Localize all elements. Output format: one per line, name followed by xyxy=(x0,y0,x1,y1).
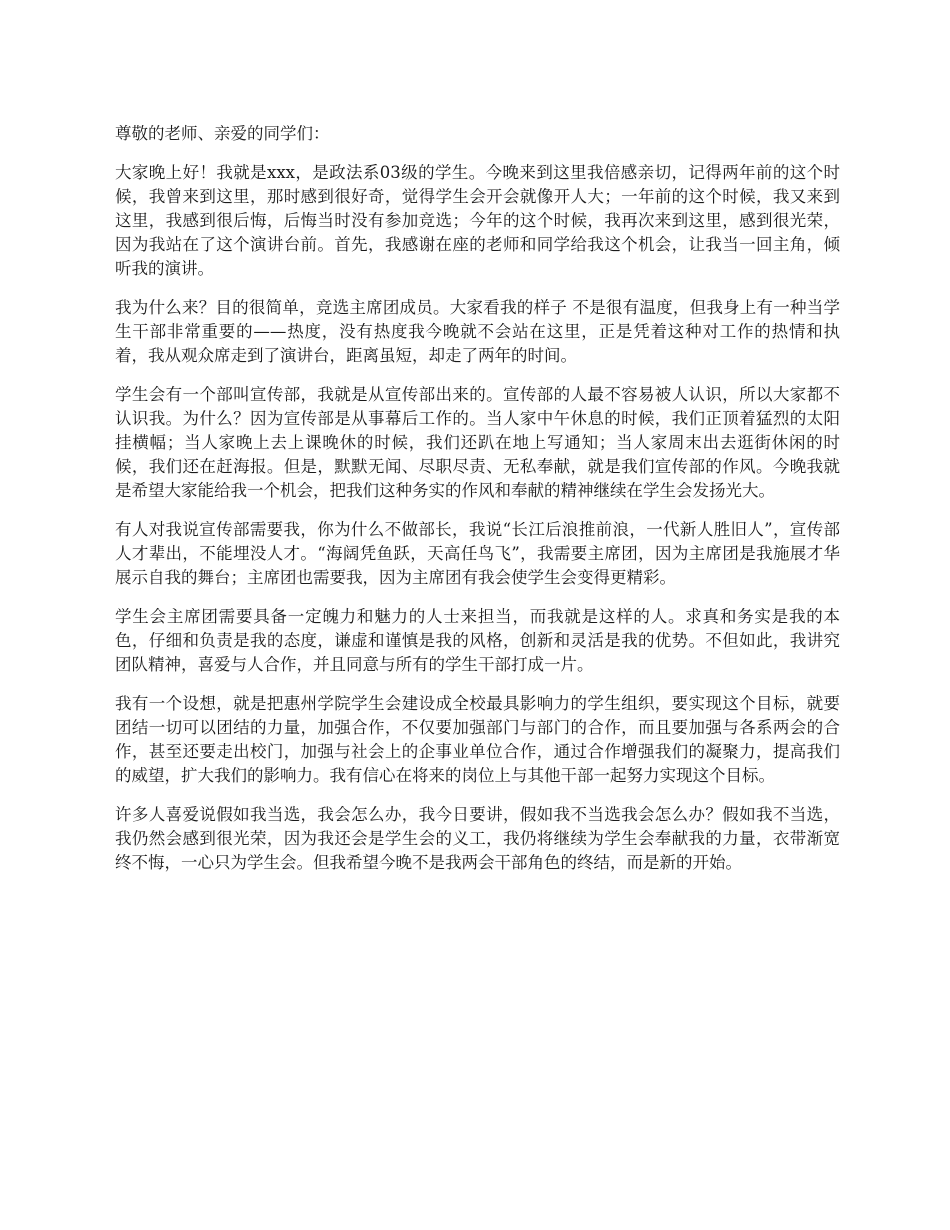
paragraph-qualities: 学生会主席团需要具备一定魄力和魅力的人士来担当，而我就是这样的人。求真和务实是我的本色，仔细和负责是我的态度，谦虚和谨慎是我的风格，创新和灵活是我的优势。不但如此，我讲究团队精神，喜爱与人合作，并且同意与所有的学生干部打成一片。 xyxy=(115,607,840,674)
salutation: 尊敬的老师、亲爱的同学们： xyxy=(115,124,330,143)
paragraph-purpose: 我为什么来？目的很简单，竞选主席团成员。大家看我的样子 不是很有温度，但我身上有一种当学生干部非常重要的——热度，没有热度我今晚就不会站在这里，正是凭着这种对工作的热情和执着，我从观众席走到了演讲台，距离虽短，却走了两年的时间。 xyxy=(115,298,840,365)
paragraph-publicity-dept: 学生会有一个部叫宣传部，我就是从宣传部出来的。宣传部的人最不容易被人认识，所以大家都不认识我。为什么？因为宣传部是从事幕后工作的。当人家中午休息的时候，我们正顶着猛烈的太阳挂横幅；当人家晚上去上课晚休的时候，我们还趴在地上写通知；当人家周末出去逛街休闲的时候，我们还在赶海报。但是，默默无闻、尽职尽责、无私奉献，就是我们宣传部的作风。今晚我就是希望大家能给我一个机会，把我们这种务实的作风和奉献的精神继续在学生会发扬光大。 xyxy=(115,385,840,500)
paragraph-presidium: 有人对我说宣传部需要我，你为什么不做部长，我说“长江后浪推前浪，一代新人胜旧人”，宣传部人才辈出，不能埋没人才。“海阔凭鱼跃，天高任鸟飞”，我需要主席团，因为主席团是我施展才华展示自我的舞台；主席团也需要我，因为主席团有我会使学生会变得更精彩。 xyxy=(115,520,840,587)
speech-body xyxy=(115,122,840,890)
paragraph-vision: 我有一个设想，就是把惠州学院学生会建设成全校最具影响力的学生组织，要实现这个目标，就要团结一切可以团结的力量，加强合作，不仅要加强部门与部门的合作，而且要加强与各系两会的合作，甚至还要走出校门，加强与社会上的企事业单位合作，通过合作增强我们的凝聚力，提高我们的威望，扩大我们的影响力。我有信心在将来的岗位上与其他干部一起努力实现这个目标。 xyxy=(115,694,840,785)
paragraph-greeting: 大家晚上好！我就是xxx，是政法系03级的学生。今晚来到这里我倍感亲切，记得两年前的这个时候，我曾来到这里，那时感到很好奇，觉得学生会开会就像开人大；一年前的这个时候，我又来到这里，我感到很后悔，后悔当时没有参加竞选；今年的这个时候，我再次来到这里，感到很光荣，因为我站在了这个演讲台前。首先，我感谢在座的老师和同学给我这个机会，让我当一回主角，倾听我的演讲。 xyxy=(115,163,840,278)
paragraph-closing: 许多人喜爱说假如我当选，我会怎么办，我今日要讲，假如我不当选我会怎么办？假如我不当选，我仍然会感到很光荣，因为我还会是学生会的义工，我仍将继续为学生会奉献我的力量，衣带渐宽终不悔，一心只为学生会。但我希望今晚不是我两会干部角色的终结，而是新的开始。 xyxy=(115,805,840,872)
